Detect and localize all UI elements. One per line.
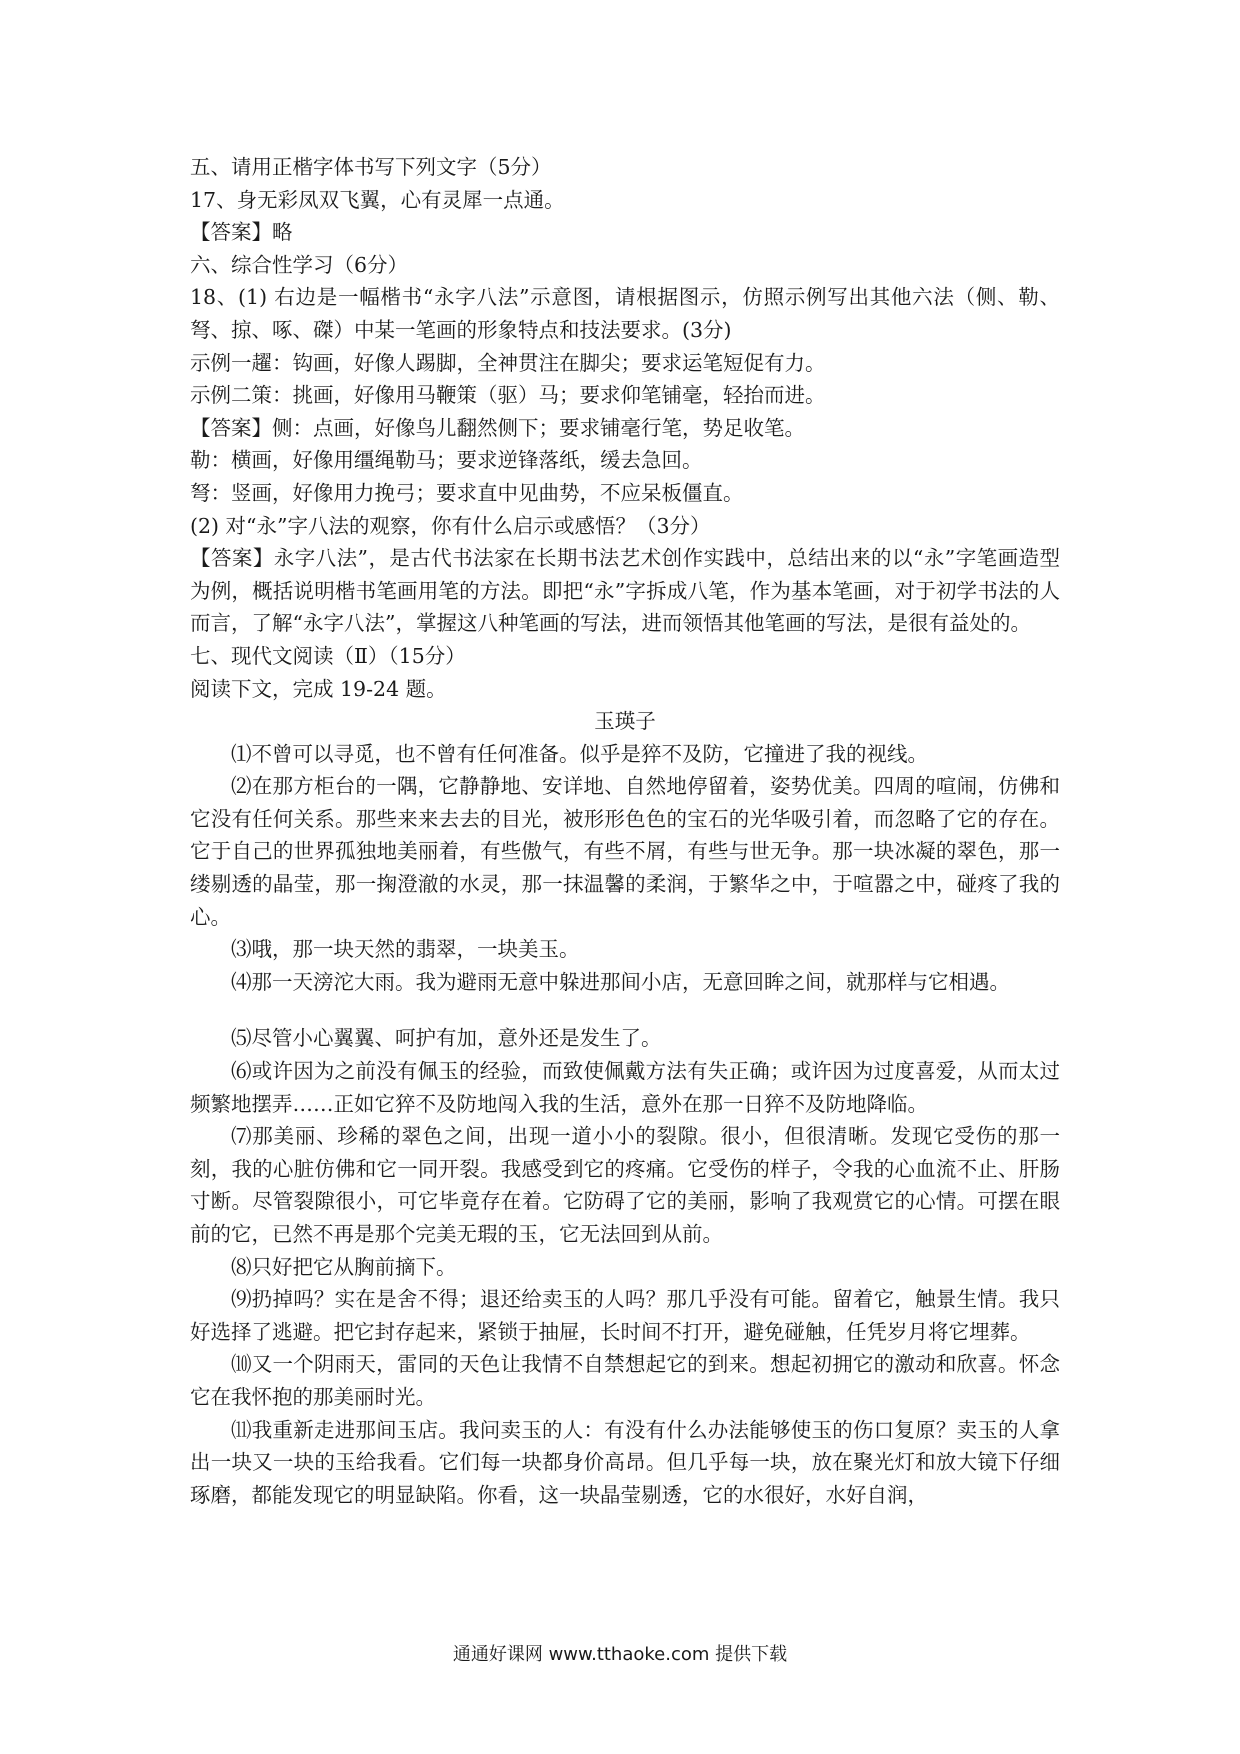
article-paragraph-3: ⑶哦，那一块天然的翡翠，一块美玉。	[231, 937, 580, 962]
answer-18-line2: 勒：横画，好像用缰绳勒马；要求逆锋落纸，缓去急回。	[190, 448, 703, 473]
answer-18-part2: 【答案】永字八法”，是古代书法家在长期书法艺术创作实践中，总结出来的以“永”字笔画造型为例，概括说明楷书笔画用笔的方法。即把“永”字拆成八笔，作为基本笔画，对于初学书法的人而言，了解“永字八法”，掌握这八种笔画的写法，进而领悟其他笔画的写法，是很有益处的。	[190, 546, 1060, 636]
section6-heading: 六、综合性学习（6分）	[190, 252, 409, 277]
article-paragraph-7: ⑺那美丽、珍稀的翠色之间，出现一道小小的裂隙。很小，但很清晰。发现它受伤的那一刻，我的心脏仿佛和它一同开裂。我感受到它的疼痛。它受伤的样子，令我的心血流不止、肝肠寸断。尽管裂隙很小，可它毕竟存在着。它防碍了它的美丽，影响了我观赏它的心情。可摆在眼前的它，已然不再是那个完美无瑕的玉，它无法回到从前。	[190, 1124, 1060, 1246]
article-paragraph-6: ⑹或许因为之前没有佩玉的经验，而致使佩戴方法有失正确；或许因为过度喜爱，从而太过频繁地摆弄……正如它猝不及防地闯入我的生活，意外在那一日猝不及防地降临。	[190, 1059, 1060, 1116]
footer-download-note: 通通好课网 www.tthaoke.com 提供下载	[452, 1644, 788, 1665]
article-paragraph-8: ⑻只好把它从胸前摘下。	[231, 1254, 457, 1279]
question-18-part2: (2) 对“永”字八法的观察，你有什么启示或感悟？（3分）	[190, 513, 711, 538]
answer-17: 【答案】略	[190, 220, 293, 245]
article-paragraph-5: ⑸尽管小心翼翼、呵护有加，意外还是发生了。	[231, 1026, 662, 1051]
example-2: 示例二策：挑画，好像用马鞭策（驱）马；要求仰笔铺毫，轻抬而进。	[190, 383, 826, 408]
article-paragraph-9: ⑼扔掉吗？实在是舍不得；退还给卖玉的人吗？那几乎没有可能。留着它，触景生情。我只好选择了逃避。把它封存起来，紧锁于抽屉，长时间不打开，避免碰触，任凭岁月将它埋葬。	[190, 1287, 1060, 1344]
question-17: 17、身无彩凤双飞翼，心有灵犀一点通。	[190, 187, 565, 212]
document-content	[190, 151, 1060, 1511]
question-18-part1: 18、(1) 右边是一幅楷书“永字八法”示意图，请根据图示，仿照示例写出其他六法（侧、勒、弩、掠、啄、磔）中某一笔画的形象特点和技法要求。(3分)	[190, 285, 1060, 342]
example-1: 示例一趯：钩画，好像人踢脚，全神贯注在脚尖；要求运笔短促有力。	[190, 350, 826, 375]
section7-heading: 七、现代文阅读（Ⅱ）（15分）	[190, 643, 466, 668]
article-paragraph-4: ⑷那一天滂沱大雨。我为避雨无意中躲进那间小店，无意回眸之间，就那样与它相遇。	[231, 969, 1010, 994]
answer-18-line1: 【答案】侧：点画，好像鸟儿翻然侧下；要求铺毫行笔，势足收笔。	[190, 415, 805, 440]
article-paragraph-10: ⑽又一个阴雨天，雷同的天色让我情不自禁想起它的到来。想起初拥它的激动和欣喜。怀念它在我怀抱的那美丽时光。	[190, 1352, 1060, 1409]
article-paragraph-2: ⑵在那方柜台的一隅，它静静地、安详地、自然地停留着，姿势优美。四周的喧闹，仿佛和它没有任何关系。那些来来去去的目光，被形形色色的宝石的光华吸引着，而忽略了它的存在。它于自己的世界孤独地美丽着，有些傲气，有些不屑，有些与世无争。那一块冰凝的翠色，那一缕剔透的晶莹，那一掬澄澈的水灵，那一抹温馨的柔润，于繁华之中，于喧嚣之中，碰疼了我的心。	[190, 774, 1060, 929]
article-paragraph-1: ⑴不曾可以寻觅，也不曾有任何准备。似乎是猝不及防，它撞进了我的视线。	[231, 741, 928, 766]
reading-instruction: 阅读下文，完成 19-24 题。	[190, 676, 447, 701]
article-paragraph-11: ⑾我重新走进那间玉店。我问卖玉的人：有没有什么办法能够使玉的伤口复原？卖玉的人拿出一块又一块的玉给我看。它们每一块都身价高昂。但几乎每一块，放在聚光灯和放大镜下仔细琢磨，都能发现它的明显缺陷。你看，这一块晶莹剔透，它的水很好，水好自润，	[190, 1417, 1060, 1507]
answer-18-line3: 弩：竖画，好像用力挽弓；要求直中见曲势，不应呆板僵直。	[190, 480, 744, 505]
article-title: 玉瑛子	[594, 709, 656, 734]
paragraph-gap	[190, 998, 1060, 1022]
section5-heading: 五、请用正楷字体书写下列文字（5分）	[190, 155, 552, 179]
